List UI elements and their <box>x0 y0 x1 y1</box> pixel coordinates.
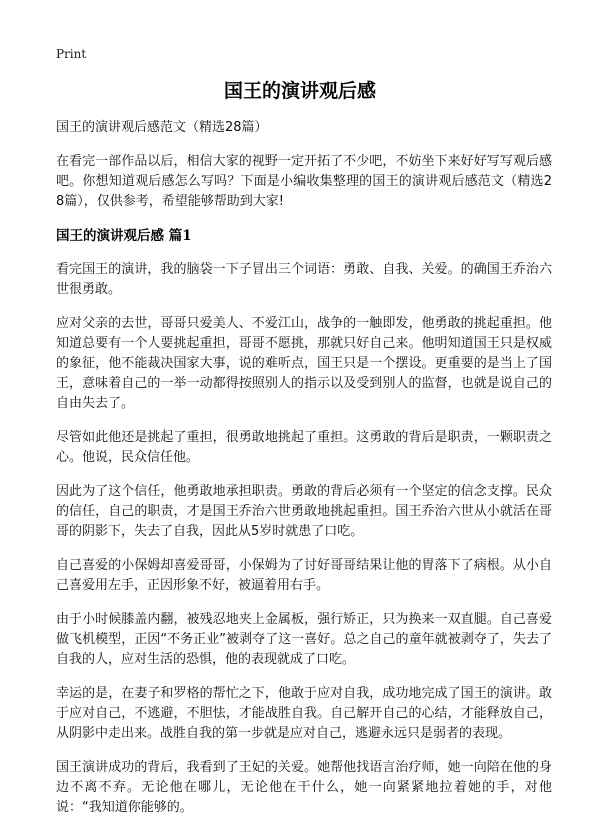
print-link[interactable]: Print <box>56 47 87 61</box>
article-body <box>56 118 552 828</box>
paragraph: 国王演讲成功的背后，我看到了王妃的关爱。她帮他找语言治疗师，她一向陪在他的身边不离不弃。无论他在哪儿，无论他在干什么，她一向紧紧地拉着她的手，对他说：“我知道你能够的。 <box>56 760 552 815</box>
paragraph: 看完国王的演讲，我的脑袋一下子冒出三个词语：勇敢、自我、关爱。的确国王乔治六世很勇敢。 <box>56 262 552 297</box>
paragraph: 因此为了这个信任，他勇敢地承担职责。勇敢的背后必须有一个坚定的信念支撑。民众的信任，自己的职责，才是国王乔治六世勇敢地挑起重担。国王乔治六世从小就活在哥哥的阴影下，失去了自我，因此从5岁时就患了口吃。 <box>56 484 552 539</box>
paragraph: 尽管如此他还是挑起了重担，很勇敢地挑起了重担。这勇敢的背后是职责，一颗职责之心。他说，民众信任他。 <box>56 430 552 465</box>
paragraph: 由于小时候膝盖内翻，被残忍地夹上金属板，强行矫正，只为换来一双直腿。自己喜爱做飞机模型，正因“不务正业”被剥夺了这一喜好。总之自己的童年就被剥夺了，失去了自我的人，应对生活的恐惧，他的表现就成了口吃。 <box>56 612 552 667</box>
intro-paragraph: 在看完一部作品以后，相信大家的视野一定开拓了不少吧，不妨坐下来好好写写观后感吧。你想知道观后感怎么写吗？下面是小编收集整理的国王的演讲观后感范文（精选28篇），仅供参考，希望能够帮助到大家! <box>56 154 552 209</box>
article-subtitle: 国王的演讲观后感范文（精选28篇） <box>56 120 268 135</box>
paragraph: 应对父亲的去世，哥哥只爱美人、不爱江山，战争的一触即发，他勇敢的挑起重担。他知道总要有一个人要挑起重担，哥哥不愿挑，那就只好自己来。他明知道国王只是权威的象征，他不能裁决国家大事，说的难听点，国王只是一个摆设。更重要的是当上了国王，意味着自己的一举一动都得按照别人的指示以及受到别人的监督，也就是说自己的自由失去了。 <box>56 316 552 411</box>
paragraph: 自己喜爱的小保姆却喜爱哥哥，小保姆为了讨好哥哥结果让他的胃落下了病根。从小自己喜爱用左手，正因形象不好，被逼着用右手。 <box>56 558 552 593</box>
section-heading: 国王的演讲观后感 篇1 <box>56 228 192 244</box>
page-title: 国王的演讲观后感 <box>223 80 376 102</box>
paragraph: 幸运的是，在妻子和罗格的帮忙之下，他敢于应对自我，成功地完成了国王的演讲。敢于应对自己，不逃避，不胆怯，才能战胜自我。自己解开自己的心结，才能释放自己，从阴影中走出来。战胜自我的第一步就是应对自己，逃避永远只是弱者的表现。 <box>56 686 552 741</box>
